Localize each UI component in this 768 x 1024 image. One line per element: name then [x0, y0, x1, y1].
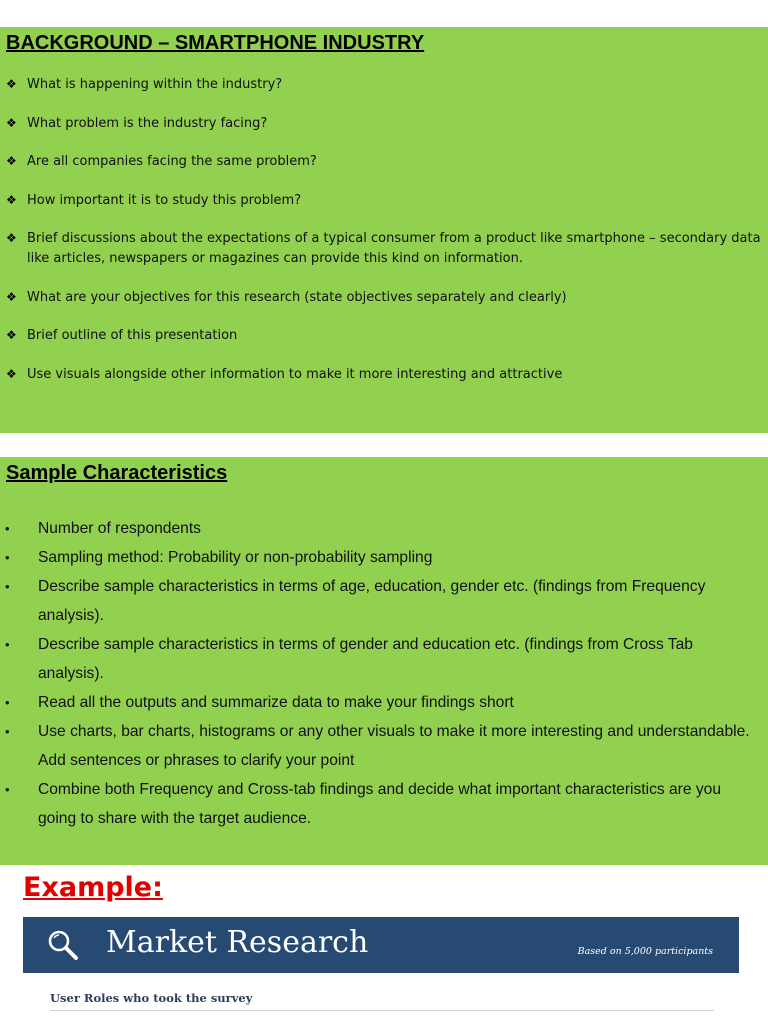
- market-research-banner: [23, 917, 739, 973]
- diamond-bullet-icon: ❖: [6, 77, 17, 91]
- background-panel: [0, 27, 768, 433]
- list-item: • Sampling method: Probability or non-probability sampling: [0, 543, 768, 572]
- banner-subtitle: Based on 5,000 participants: [577, 946, 713, 957]
- list-item: • Read all the outputs and summarize data to make your findings short: [0, 688, 768, 717]
- dot-bullet-icon: •: [5, 550, 10, 565]
- list-item: ❖ Use visuals alongside other information to make it more interesting and attractive: [6, 365, 762, 385]
- example-heading: Example:: [23, 872, 163, 903]
- search-icon: [46, 928, 80, 962]
- diamond-bullet-icon: ❖: [6, 289, 17, 304]
- dot-bullet-icon: •: [5, 695, 10, 710]
- background-title: BACKGROUND – SMARTPHONE INDUSTRY: [6, 32, 425, 54]
- dot-bullet-icon: •: [5, 637, 10, 652]
- list-item: ❖ Brief discussions about the expectations of a typical consumer from a product like smartphone – secondary data like articles, newspapers or magazines can provide this kind on information.: [6, 231, 761, 266]
- user-roles-heading: User Roles who took the survey: [50, 991, 253, 1005]
- list-item: ❖ What problem is the industry facing?: [6, 114, 762, 134]
- banner-title: Market Research: [106, 925, 369, 960]
- list-item: • Describe sample characteristics in terms of age, education, gender etc. (findings from Frequency analysis).: [0, 572, 768, 630]
- list-item: • Number of respondents: [0, 514, 768, 543]
- diamond-bullet-icon: ❖: [6, 328, 17, 342]
- list-item: ❖ Brief outline of this presentation: [6, 326, 762, 346]
- diamond-bullet-icon: ❖: [6, 231, 17, 245]
- list-item: ❖ How important it is to study this problem?: [6, 191, 762, 211]
- diamond-bullet-icon: ❖: [6, 192, 17, 207]
- dot-bullet-icon: •: [5, 521, 10, 536]
- dot-bullet-icon: •: [5, 782, 10, 797]
- list-item: • Describe sample characteristics in terms of gender and education etc. (findings from Cross Tab analysis).: [0, 630, 768, 688]
- background-list: [6, 75, 762, 403]
- list-item: • Use charts, bar charts, histograms or any other visuals to make it more interesting and understandable. Add sentences or phrases to clarify your point: [0, 717, 768, 775]
- dot-bullet-icon: •: [5, 724, 10, 739]
- divider: [50, 1010, 714, 1011]
- dot-bullet-icon: •: [5, 579, 10, 594]
- list-item: ❖ What are your objectives for this research (state objectives separately and clearly): [6, 288, 762, 308]
- diamond-bullet-icon: ❖: [6, 154, 17, 168]
- sample-characteristics-panel: [0, 457, 768, 865]
- sample-list: [0, 514, 768, 833]
- diamond-bullet-icon: ❖: [6, 366, 17, 381]
- diamond-bullet-icon: ❖: [6, 115, 17, 130]
- list-item: ❖ What is happening within the industry?: [6, 75, 762, 95]
- list-item: ❖ Are all companies facing the same problem?: [6, 152, 762, 172]
- sample-title: Sample Characteristics: [6, 462, 228, 484]
- list-item: • Combine both Frequency and Cross-tab findings and decide what important characteristics are you going to share with the target audience.: [0, 775, 768, 833]
